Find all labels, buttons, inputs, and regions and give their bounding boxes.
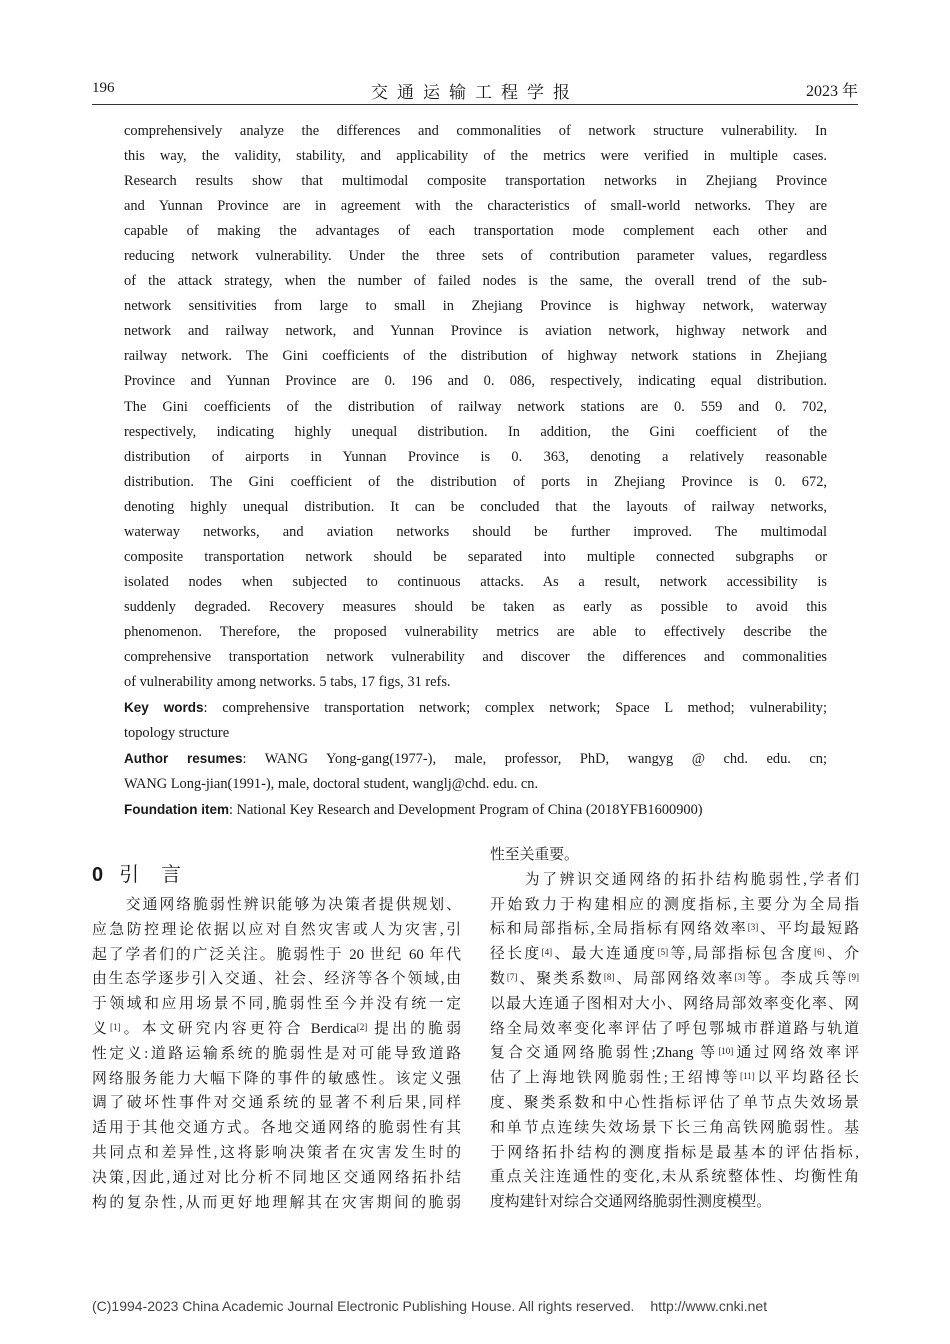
body-line: 决策,因此,通过对比分析不同地区交通网络拓扑结	[92, 1169, 461, 1186]
citation-ref: [6]	[814, 947, 825, 958]
abstract-line: of the attack strategy, when the number of failed nodes is the same, the overall trend of the sub-	[124, 273, 827, 290]
abstract-line: capable of making the advantages of each transportation mode complement each other and	[124, 223, 827, 240]
journal-title: 交通运输工程学报	[371, 83, 579, 102]
keywords-text: : comprehensive transportation network; complex network; Space L method; vulnerability;	[203, 700, 827, 717]
body-text: 通过网络效率评	[733, 1045, 859, 1062]
body-text: 义	[92, 1020, 111, 1037]
body-line: 网络服务能力大幅下降的事件的敏感性。该定义强	[92, 1070, 461, 1087]
citation-ref: [9]	[848, 971, 859, 982]
abstract-line: composite transportation network should be separated into multiple connected subgraphs or	[124, 548, 827, 565]
body-text: 复合交通网络脆弱性;Zhang 等	[490, 1045, 719, 1062]
body-line: 络全局效率变化率评估了呼包鄂城市群道路与轨道	[490, 1020, 859, 1037]
abstract-line: suddenly degraded. Recovery measures should be taken as early as possible to avoid this	[124, 598, 827, 615]
citation-ref: [2]	[356, 1021, 368, 1032]
body-line: 调了破坏性事件对交通系统的显著不利后果,同样	[92, 1095, 461, 1112]
body-text: 数	[490, 970, 507, 987]
body-line: 重点关注连通性的变化,未从系统整体性、均衡性角	[490, 1169, 859, 1186]
abstract-line: network sensitivities from large to small in Zhejiang Province is highway network, waterway	[124, 298, 827, 315]
abstract-line: comprehensive transportation network vulnerability and discover the differences and commonalities	[124, 648, 827, 665]
body-text: 提出的脆弱	[367, 1020, 461, 1037]
body-text: 估了上海地铁网脆弱性;王绍博等	[490, 1070, 741, 1087]
citation-ref: [4]	[541, 947, 553, 958]
body-text: 以平均路径长	[754, 1070, 859, 1087]
citation-ref: [5]	[657, 947, 669, 958]
abstract-line: Province and Yunnan Province are 0. 196 and 0. 086, respectively, indicating equal distribution.	[124, 373, 827, 390]
english-abstract	[124, 119, 827, 823]
body-line: 性定义:道路运输系统的脆弱性是对可能导致道路	[92, 1045, 461, 1062]
copyright-text: (C)1994-2023 China Academic Journal Electronic Publishing House. All rights reserved.	[92, 1298, 635, 1314]
abstract-line: this way, the validity, stability, and applicability of the metrics were verified in multiple cases.	[124, 148, 827, 165]
abstract-line: comprehensively analyze the differences and commonalities of network structure vulnerability. In	[124, 123, 827, 139]
body-line: 以最大连通子图相对大小、网络局部效率变化率、网	[490, 995, 859, 1012]
abstract-line: reducing network vulnerability. Under the three sets of contribution parameter values, regardless	[124, 248, 827, 265]
abstract-line: distribution. The Gini coefficient of the distribution of ports in Zhejiang Province is 0. 672,	[124, 473, 827, 490]
body-text: 径长度	[490, 946, 542, 963]
body-line: 共同点和差异性,这将影响决策者在灾害发生时的	[92, 1144, 461, 1161]
body-line	[490, 1066, 859, 1091]
keywords-line	[124, 695, 827, 721]
author-text: : WANG Yong-gang(1977-), male, professor, PhD, wangyg @ chd. edu. cn;	[242, 751, 828, 768]
abstract-line: network and railway network, and Yunnan Province is aviation network, highway network and	[124, 323, 827, 340]
body-text: 交通网络脆弱性辨识能够为决策者提供规划、	[125, 897, 461, 913]
body-line	[490, 967, 859, 992]
body-line: 开始致力于构建相应的测度指标,主要分为全局指	[490, 896, 859, 913]
foundation-line	[124, 797, 827, 823]
body-text: 。本文研究内容更符合 Berdica	[120, 1020, 357, 1037]
author-label: Author resumes	[124, 751, 243, 767]
abstract-line: Research results show that multimodal composite transportation networks in Zhejiang Province	[124, 173, 827, 190]
body-text: 、介	[824, 946, 859, 963]
body-line: 于领域和应用场景不同,脆弱性至今并没有统一定	[92, 996, 461, 1013]
copyright-footer	[92, 1298, 767, 1314]
cnki-link[interactable]: http://www.cnki.net	[650, 1298, 768, 1314]
foundation-label: Foundation item	[124, 802, 229, 818]
abstract-line: waterway networks, and aviation networks should be further improved. The multimodal	[124, 523, 827, 540]
citation-ref: [1]	[110, 1021, 121, 1032]
body-line: 构的复杂性,从而更好地理解其在灾害期间的脆弱	[92, 1194, 461, 1211]
right-column-text	[490, 843, 859, 1215]
body-line	[490, 1041, 859, 1066]
author-line	[124, 746, 827, 772]
citation-ref: [8]	[603, 971, 615, 982]
body-line: 于网络拓扑结构的测度指标是最基本的评估指标,	[490, 1144, 859, 1161]
body-line	[490, 942, 859, 967]
abstract-line: respectively, indicating highly unequal distribution. In addition, the Gini coefficient of the	[124, 423, 827, 440]
citation-ref: [3]	[747, 922, 759, 933]
citation-ref: [10]	[718, 1046, 734, 1057]
body-text: 、最大连通度	[552, 946, 658, 963]
section-number: 0	[92, 864, 104, 886]
body-line: 由生态学逐步引入交通、社会、经济等各个领域,由	[92, 971, 461, 988]
body-line: 应急防控理论依据以应对自然灾害或人为灾害,引	[92, 921, 461, 938]
citation-ref: [11]	[740, 1071, 755, 1082]
body-text: 、聚类系数	[517, 970, 604, 987]
keywords-continuation: topology structure	[124, 725, 230, 742]
section-heading	[92, 858, 203, 887]
body-line: 度构建针对综合交通网络脆弱性测度模型。	[490, 1194, 772, 1211]
abstract-line: denoting highly unequal distribution. It can be concluded that the layouts of railway networks,	[124, 498, 827, 515]
abstract-line: of vulnerability among networks. 5 tabs, 17 figs, 31 refs.	[124, 674, 451, 691]
section-title: 引言	[119, 864, 204, 886]
body-line: 和单节点连续失效场景下长三角高铁网脆弱性。基	[490, 1119, 859, 1136]
body-line: 性至关重要。	[490, 847, 579, 863]
body-line	[92, 1017, 461, 1042]
page-header	[92, 76, 858, 102]
foundation-text: : National Key Research and Development Program of China (2018YFB1600900)	[229, 802, 703, 819]
body-line: 度、聚类系数和中心性指标评估了单节点失效场景	[490, 1094, 859, 1111]
body-text: 、平均最短路	[758, 921, 859, 938]
body-line	[490, 868, 859, 893]
abstract-line: distribution of airports in Yunnan Province is 0. 363, denoting a relatively reasonable	[124, 448, 827, 465]
body-text: 等。李成兵等	[745, 970, 849, 987]
citation-ref: [3]	[734, 971, 746, 982]
abstract-line: isolated nodes when subjected to continuous attacks. As a result, network accessibility is	[124, 573, 827, 590]
body-line: 起了学者们的广泛关注。脆弱性于 20 世纪 60 年代	[92, 946, 461, 963]
citation-ref: [7]	[506, 971, 518, 982]
body-line	[490, 917, 859, 942]
abstract-line: and Yunnan Province are in agreement with the characteristics of small-world networks. They are	[124, 198, 827, 215]
body-text: 等,局部指标包含度	[668, 946, 815, 963]
body-text: 、局部网络效率	[614, 970, 735, 987]
body-text: 为了辨识交通网络的拓扑结构脆弱性,学者们	[524, 871, 859, 888]
abstract-line: phenomenon. Therefore, the proposed vulnerability metrics are able to effectively describe the	[124, 623, 827, 640]
body-text: 标和局部指标,全局指标有网络效率	[490, 921, 748, 938]
abstract-line: railway network. The Gini coefficients of the distribution of highway network stations in Zhejiang	[124, 348, 827, 365]
author-continuation: WANG Long-jian(1991-), male, doctoral student, wanglj@chd. edu. cn.	[124, 776, 539, 793]
page-number: 196	[92, 80, 115, 96]
left-column-text	[92, 893, 461, 1215]
body-line	[92, 893, 461, 918]
keywords-label: Key words	[124, 700, 204, 716]
publication-year: 2023 年	[805, 83, 858, 100]
body-line: 适用于其他交通方式。各地交通网络的脆弱性有其	[92, 1120, 461, 1137]
abstract-line: The Gini coefficients of the distribution of railway network stations are 0. 559 and 0. 702,	[124, 398, 827, 415]
header-rule	[92, 104, 858, 105]
